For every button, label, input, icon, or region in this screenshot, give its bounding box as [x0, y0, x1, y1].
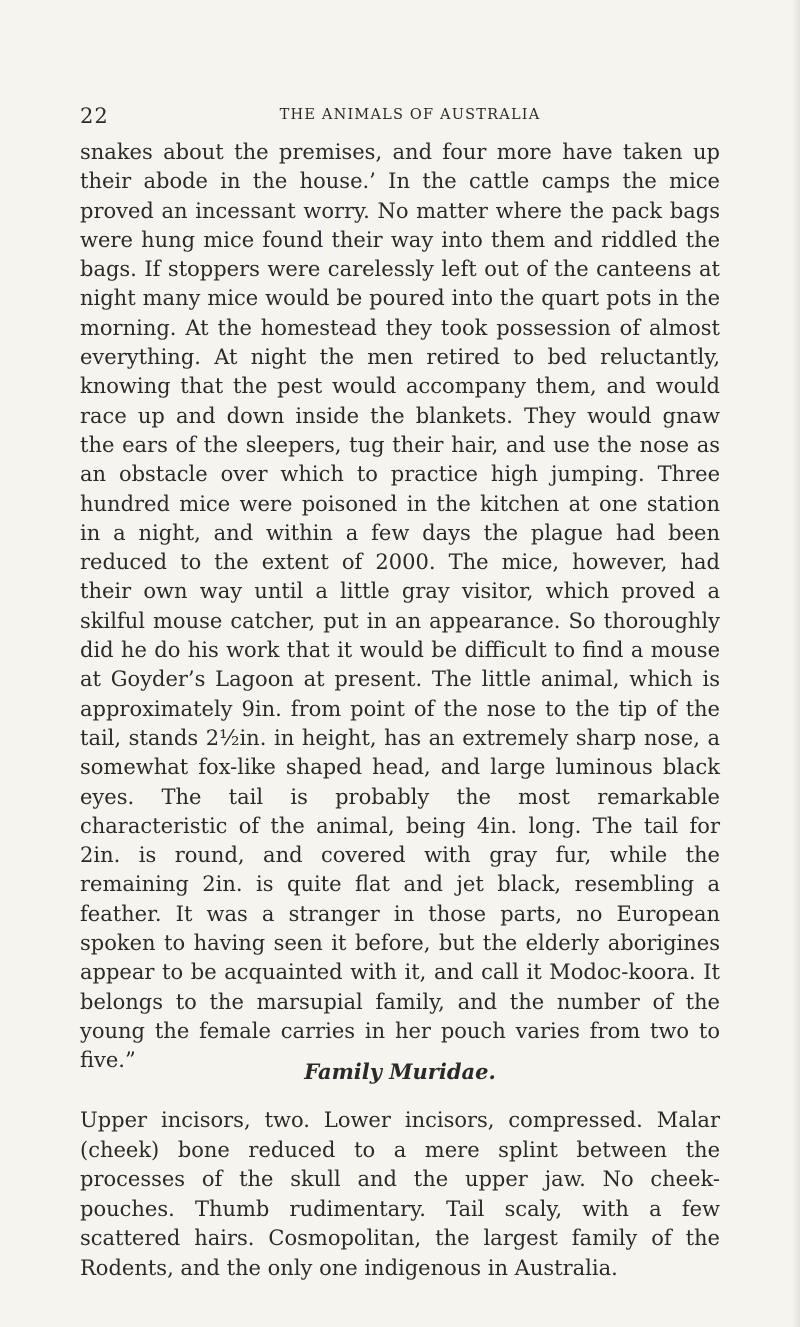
running-title: THE ANIMALS OF AUSTRALIA [279, 107, 541, 123]
running-head [80, 104, 720, 130]
page-edge-shadow [792, 0, 800, 1327]
section-heading: Family Muridae. [304, 1059, 496, 1084]
body-paragraph: snakes about the premises, and four more have taken up their abode in the house.’ In the cattle camps the mice proved an incessant worry. No matter where the pack bags were hung mice found their way into them and riddled the bags. If stoppers were carelessly left out of the canteens at night many mice would be poured into the quart pots in the morning. At the homestead they took possession of almost everything. At night the men retired to bed reluctantly, knowing that the pest would accompany them, and would race up and down inside the blankets. They would gnaw the ears of the sleepers, tug their hair, and use the nose as an obstacle over which to practice high jumping. Three hundred mice were poisoned in the kitchen at one station in a night, and within a few days the plague had been reduced to the extent of 2000. The mice, however, had their own way until a little gray visitor, which proved a skilful mouse catcher, put in an appearance. So thoroughly did he do his work that it would be difficult to find a mouse at Goyder’s Lagoon at present. The little animal, which is approximately 9in. from point of the nose to the tip of the tail, stands 2½in. in height, has an extremely sharp nose, a somewhat fox-like shaped head, and large luminous black eyes. The tail is probably the most remarkable characteristic of the animal, being 4in. long. The tail for 2in. is round, and covered with gray fur, while the remaining 2in. is quite flat and jet black, resembling a feather. It was a stranger in those parts, no European spoken to having seen it before, but the elderly aborigines appear to be acquainted with it, and call it Modoc-koora. It belongs to the marsupial family, and the number of the young the female carries in her pouch varies from two to five.” [80, 140, 720, 1073]
section-paragraph: Upper incisors, two. Lower incisors, compressed. Malar (cheek) bone reduced to a mere splint between the processes of the skull and the upper jaw. No cheek-pouches. Thumb rudimentary. Tail scaly, with a few scattered hairs. Cosmopolitan, the largest family of the Rodents, and the only one indigenous in Australia. [80, 1108, 720, 1280]
page-number: 22 [80, 104, 109, 128]
